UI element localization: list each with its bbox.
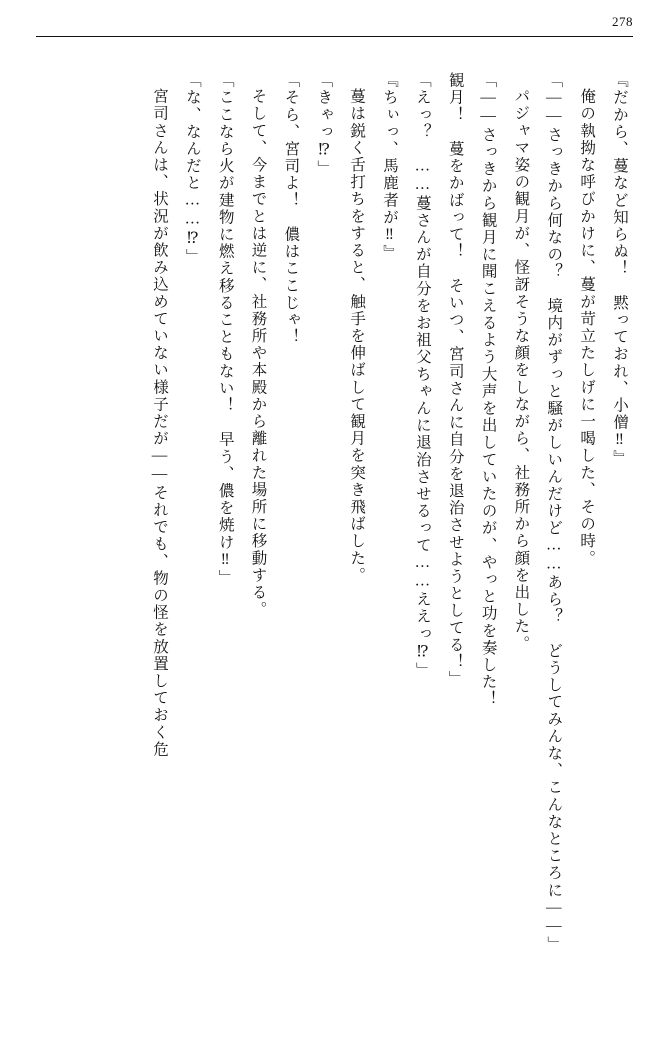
paragraph: 宮司さんは、状況が飲み込めていない様子だが――それでも、物の怪を放置しておく危 bbox=[150, 87, 168, 758]
paragraph: 『ちぃっ、馬鹿者が‼』 bbox=[380, 72, 398, 262]
paragraph: 「な、なんだと……⁉」 bbox=[183, 72, 201, 266]
paragraph: 「えっ？ ……蔓さんが自分をお祖父ちゃんに退治させるって……ええっ⁉」 bbox=[413, 72, 431, 679]
header-rule bbox=[36, 36, 633, 37]
paragraph: 「――さっきから何なの？ 境内がずっと騒がしいんだけど……あら？ どうしてみんな、こんなところに――」 bbox=[545, 72, 563, 954]
paragraph: 「ここなら火が建物に燃え移ることもない！ 早う、儂を焼け‼」 bbox=[216, 72, 234, 587]
body-text bbox=[34, 72, 635, 1026]
paragraph: パジャマ姿の観月が、怪訝そうな顔をしながら、社務所から顔を出した。 bbox=[512, 87, 530, 652]
paragraph: 俺の執拗な呼びかけに、蔓が苛立たしげに一喝した、その時。 bbox=[578, 87, 596, 567]
page-number: 278 bbox=[612, 14, 633, 29]
paragraph: 蔓は鋭く舌打ちをすると、触手を伸ばして観月を突き飛ばした。 bbox=[348, 87, 366, 584]
paragraph: 観月！ 蔓をかばって！ そいつ、宮司さんに自分を退治させようとしてる！」 bbox=[446, 72, 464, 688]
paragraph: 「そら、宮司よ！ 儂はここじゃ！ bbox=[282, 72, 300, 346]
paragraph: 『だから、蔓など知らぬ！ 黙っておれ、小僧‼』 bbox=[611, 72, 628, 467]
paragraph: そして、今までとは逆に、社務所や本殿から離れた場所に移動する。 bbox=[249, 87, 267, 618]
paragraph: 「――さっきから観月に聞こえるよう大声を出していたのが、やっと功を奏した！ bbox=[479, 72, 497, 708]
paragraph: 「きゃっ⁉」 bbox=[315, 72, 333, 178]
